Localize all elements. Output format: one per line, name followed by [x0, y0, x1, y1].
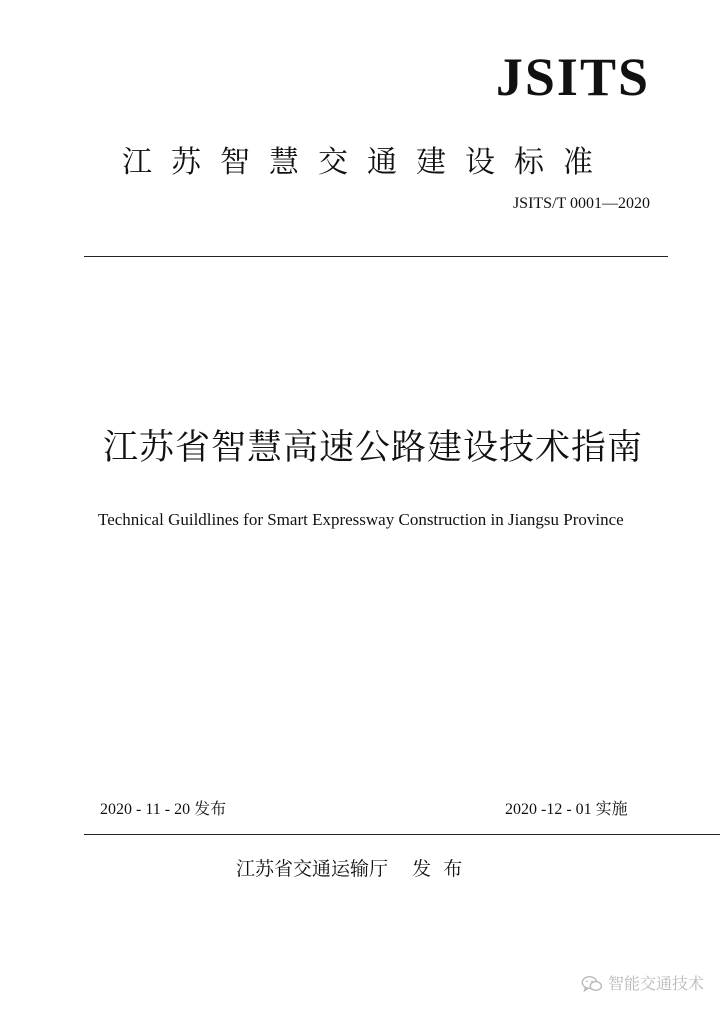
bottom-divider: [84, 834, 720, 835]
document-title-english: Technical Guildlines for Smart Expressway Construction in Jiangsu Province: [98, 510, 624, 529]
watermark: [581, 975, 704, 993]
publisher-line: 江苏省交通运输厅 发 布: [236, 858, 463, 880]
standard-code: JSITS/T 0001—2020: [512, 195, 650, 212]
top-divider: [84, 256, 668, 257]
document-title-chinese: 江苏省智慧高速公路建设技术指南: [103, 428, 644, 468]
implementation-date: 2020 -12 - 01 实施: [505, 801, 628, 818]
watermark-text: 智能交通技术: [607, 974, 704, 993]
issue-date: 2020 - 11 - 20 发布: [100, 801, 227, 818]
jsits-logo: JSITS: [495, 47, 650, 107]
standard-series-name: 江苏智慧交通建设标准: [122, 145, 612, 180]
wechat-icon: [581, 975, 603, 993]
